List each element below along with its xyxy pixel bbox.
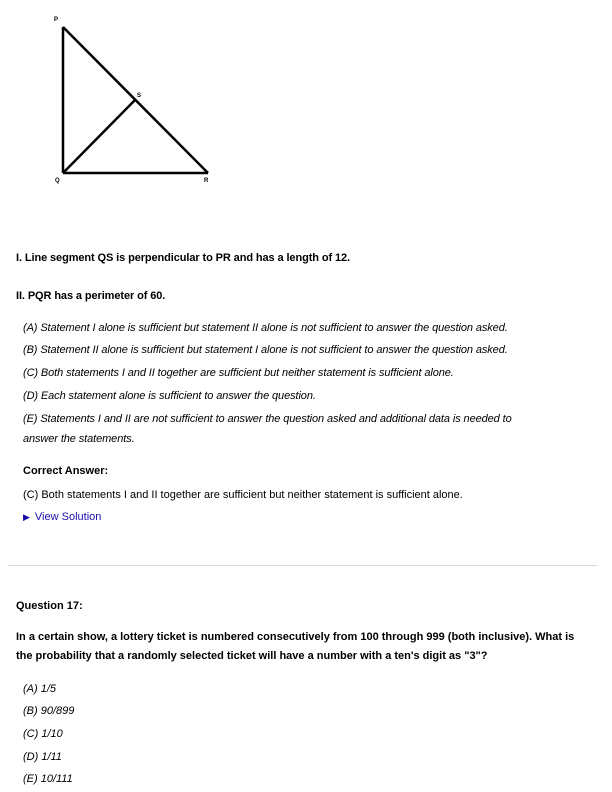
option-b: (B) Statement II alone is sufficient but statement I alone is not sufficient to answer the question asked. bbox=[23, 344, 508, 356]
view-solution-label: View Solution bbox=[34, 511, 102, 523]
option-e: (E) Statements I and II are not sufficient to answer the question asked and additional data is needed to bbox=[23, 413, 512, 425]
choice-c: (C) 1/10 bbox=[23, 728, 63, 740]
vertex-label-r: R bbox=[204, 178, 209, 184]
option-a: (A) Statement I alone is sufficient but statement II alone is not sufficient to answer the question asked. bbox=[23, 322, 508, 334]
statement-2: II. PQR has a perimeter of 60. bbox=[16, 290, 166, 302]
choice-e: (E) 10/111 bbox=[23, 773, 73, 785]
vertex-label-q: Q bbox=[55, 178, 60, 184]
triangle-figure bbox=[40, 5, 240, 190]
triangle-right-icon: ▶ bbox=[23, 512, 30, 522]
choice-a: (A) 1/5 bbox=[23, 683, 57, 695]
view-solution-link[interactable] bbox=[23, 511, 101, 523]
vertex-label-s: S bbox=[137, 93, 142, 99]
option-d: (D) Each statement alone is sufficient to answer the question. bbox=[23, 390, 316, 402]
option-e-continued: answer the statements. bbox=[23, 433, 135, 445]
correct-answer-text: (C) Both statements I and II together are sufficient but neither statement is sufficient alone. bbox=[23, 489, 463, 501]
section-divider bbox=[8, 565, 597, 566]
vertex-label-p: P bbox=[54, 17, 59, 23]
triangle-diagram bbox=[40, 5, 240, 190]
segment-qs bbox=[63, 100, 135, 173]
question-heading: Question 17: bbox=[16, 600, 83, 612]
question-text: In a certain show, a lottery ticket is numbered consecutively from 100 through 999 (both inclusive). What is the probability that a randomly selected ticket will have a number with a ten's digit as "3"? bbox=[16, 631, 575, 662]
statement-1: I. Line segment QS is perpendicular to PR and has a length of 12. bbox=[16, 252, 350, 264]
choice-d: (D) 1/11 bbox=[23, 751, 62, 763]
choice-b: (B) 90/899 bbox=[23, 705, 75, 717]
correct-answer-heading: Correct Answer: bbox=[23, 465, 109, 477]
option-c: (C) Both statements I and II together are sufficient but neither statement is sufficient alone. bbox=[23, 367, 454, 379]
